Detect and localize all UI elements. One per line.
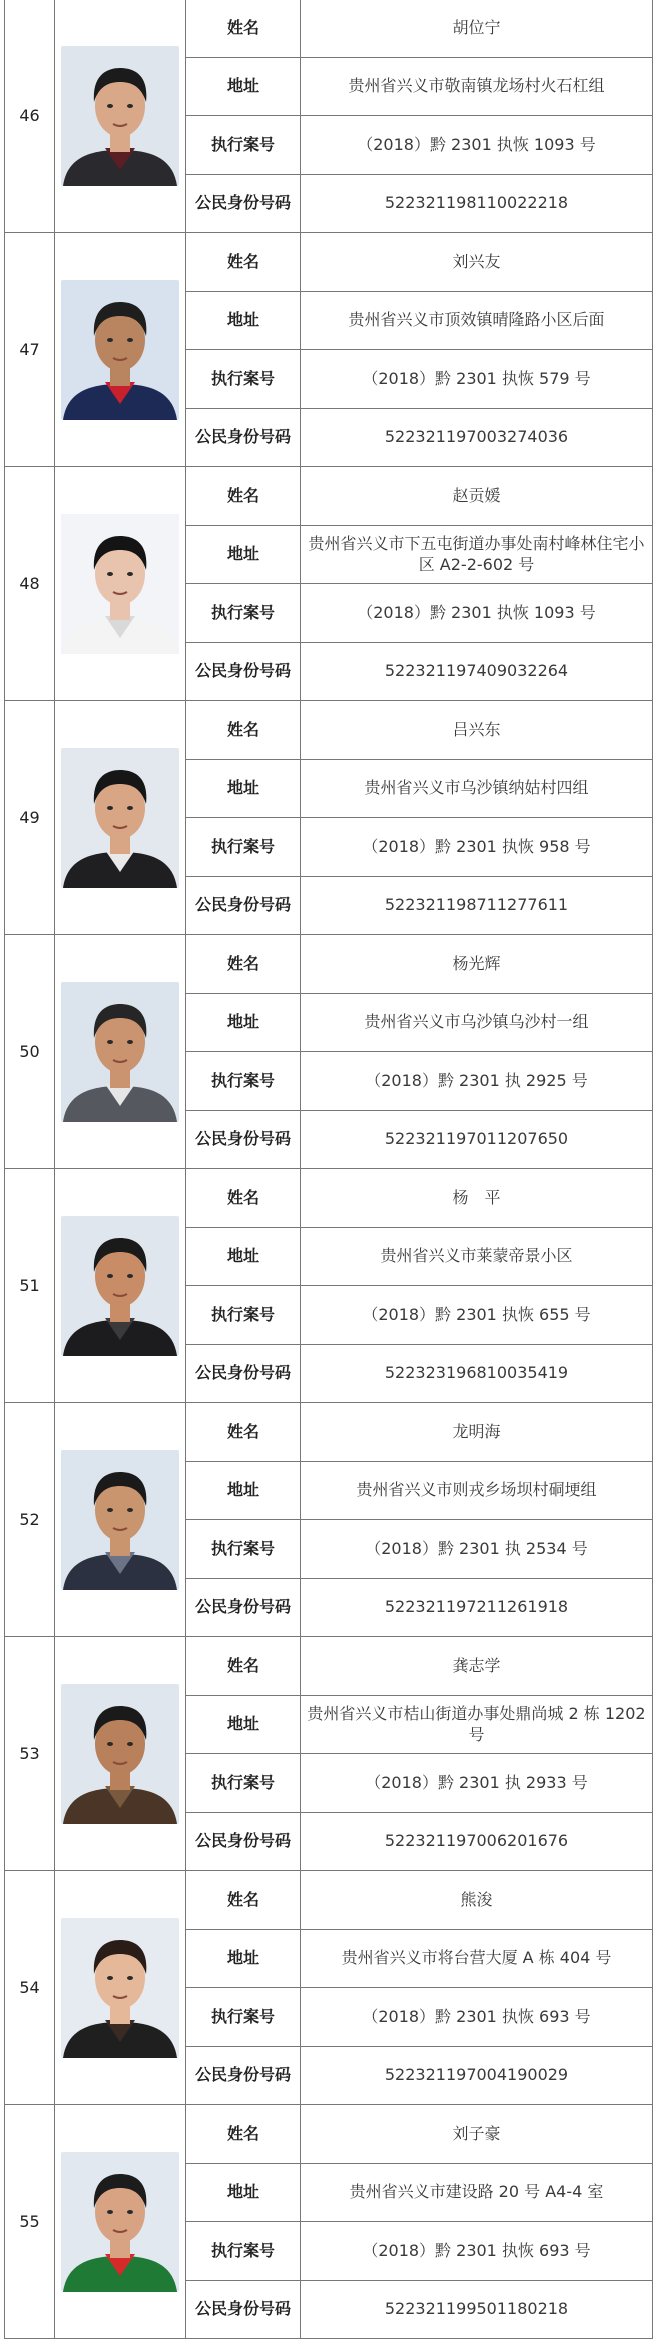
record-number: 54 (5, 1871, 55, 2105)
id-value: 522321197006201676 (301, 1812, 653, 1871)
portrait-frame (61, 1684, 179, 1824)
address-label: 地址 (186, 57, 301, 116)
record-54-row-name (5, 1871, 653, 1930)
name-label: 姓名 (186, 701, 301, 760)
portrait-graphic (61, 46, 179, 186)
portrait-frame (61, 982, 179, 1122)
portrait-photo (55, 2105, 186, 2339)
portrait-graphic (61, 982, 179, 1122)
portrait-photo (55, 1871, 186, 2105)
portrait-frame (61, 1216, 179, 1356)
portrait-graphic (61, 1216, 179, 1356)
portrait-photo (55, 1169, 186, 1403)
photo-right-eye (127, 1976, 133, 1980)
portrait-frame (61, 748, 179, 888)
case-value: （2018）黔 2301 执恢 1093 号 (301, 116, 653, 175)
record-number: 51 (5, 1169, 55, 1403)
case-label: 执行案号 (186, 818, 301, 877)
name-value: 熊浚 (301, 1871, 653, 1930)
case-label: 执行案号 (186, 116, 301, 175)
name-value: 龙明海 (301, 1403, 653, 1462)
record-number: 48 (5, 467, 55, 701)
portrait-frame (61, 280, 179, 420)
address-label: 地址 (186, 1695, 301, 1754)
record-47-row-name (5, 233, 653, 292)
name-label: 姓名 (186, 935, 301, 994)
record-53-row-name (5, 1637, 653, 1696)
name-label: 姓名 (186, 1169, 301, 1228)
name-value: 杨 平 (301, 1169, 653, 1228)
photo-right-eye (127, 338, 133, 342)
case-value: （2018）黔 2301 执 2534 号 (301, 1520, 653, 1579)
id-value: 522321197004190029 (301, 2046, 653, 2105)
portrait-graphic (61, 1918, 179, 2058)
name-value: 赵贡媛 (301, 467, 653, 526)
photo-right-eye (127, 572, 133, 576)
portrait-graphic (61, 1684, 179, 1824)
name-label: 姓名 (186, 0, 301, 57)
case-value: （2018）黔 2301 执恢 1093 号 (301, 584, 653, 643)
case-value: （2018）黔 2301 执 2933 号 (301, 1754, 653, 1813)
case-label: 执行案号 (186, 1286, 301, 1345)
portrait-frame (61, 1918, 179, 2058)
portrait-photo (55, 0, 186, 233)
record-number: 46 (5, 0, 55, 233)
name-label: 姓名 (186, 1871, 301, 1930)
photo-right-eye (127, 1274, 133, 1278)
photo-left-eye (107, 1508, 113, 1512)
name-value: 吕兴东 (301, 701, 653, 760)
case-label: 执行案号 (186, 350, 301, 409)
id-label: 公民身份号码 (186, 2046, 301, 2105)
address-label: 地址 (186, 525, 301, 584)
id-label: 公民身份号码 (186, 1110, 301, 1169)
record-number: 47 (5, 233, 55, 467)
name-value: 刘子豪 (301, 2105, 653, 2164)
id-value: 522321199501180218 (301, 2280, 653, 2339)
photo-left-eye (107, 104, 113, 108)
address-value: 贵州省兴义市桔山街道办事处鼎尚城 2 栋 1202 号 (301, 1695, 653, 1754)
address-value: 贵州省兴义市建设路 20 号 A4-4 室 (301, 2163, 653, 2222)
address-label: 地址 (186, 1929, 301, 1988)
case-label: 执行案号 (186, 2222, 301, 2281)
address-label: 地址 (186, 2163, 301, 2222)
photo-right-eye (127, 1508, 133, 1512)
case-label: 执行案号 (186, 584, 301, 643)
portrait-frame (61, 514, 179, 654)
record-number: 50 (5, 935, 55, 1169)
record-number: 52 (5, 1403, 55, 1637)
id-value: 522321198110022218 (301, 174, 653, 233)
name-label: 姓名 (186, 2105, 301, 2164)
portrait-photo (55, 701, 186, 935)
name-label: 姓名 (186, 1637, 301, 1696)
id-label: 公民身份号码 (186, 1344, 301, 1403)
record-48-row-name (5, 467, 653, 526)
id-label: 公民身份号码 (186, 2280, 301, 2339)
portrait-frame (61, 1450, 179, 1590)
portrait-photo (55, 1403, 186, 1637)
photo-left-eye (107, 806, 113, 810)
photo-left-eye (107, 1274, 113, 1278)
name-label: 姓名 (186, 467, 301, 526)
address-label: 地址 (186, 1461, 301, 1520)
portrait-photo (55, 233, 186, 467)
record-number: 55 (5, 2105, 55, 2339)
name-label: 姓名 (186, 1403, 301, 1462)
id-value: 522321197011207650 (301, 1110, 653, 1169)
address-label: 地址 (186, 1227, 301, 1286)
case-value: （2018）黔 2301 执恢 693 号 (301, 1988, 653, 2047)
id-label: 公民身份号码 (186, 174, 301, 233)
record-49-row-name (5, 701, 653, 760)
id-value: 522321197409032264 (301, 642, 653, 701)
case-label: 执行案号 (186, 1052, 301, 1111)
case-value: （2018）黔 2301 执恢 958 号 (301, 818, 653, 877)
portrait-graphic (61, 2152, 179, 2292)
record-52-row-name (5, 1403, 653, 1462)
photo-left-eye (107, 1976, 113, 1980)
portrait-graphic (61, 1450, 179, 1590)
photo-right-eye (127, 1040, 133, 1044)
address-value: 贵州省兴义市敬南镇龙场村火石杠组 (301, 57, 653, 116)
record-50-row-name (5, 935, 653, 994)
address-value: 贵州省兴义市将台营大厦 A 栋 404 号 (301, 1929, 653, 1988)
photo-left-eye (107, 338, 113, 342)
photo-left-eye (107, 572, 113, 576)
id-value: 522323196810035419 (301, 1344, 653, 1403)
address-label: 地址 (186, 993, 301, 1052)
portrait-graphic (61, 280, 179, 420)
portrait-graphic (61, 514, 179, 654)
portrait-photo (55, 1637, 186, 1871)
id-label: 公民身份号码 (186, 642, 301, 701)
address-label: 地址 (186, 291, 301, 350)
record-46-row-name (5, 0, 653, 57)
address-value: 贵州省兴义市乌沙镇纳姑村四组 (301, 759, 653, 818)
record-55-row-name (5, 2105, 653, 2164)
record-51-row-name (5, 1169, 653, 1228)
record-number: 49 (5, 701, 55, 935)
photo-left-eye (107, 1742, 113, 1746)
case-value: （2018）黔 2301 执恢 579 号 (301, 350, 653, 409)
case-value: （2018）黔 2301 执恢 655 号 (301, 1286, 653, 1345)
name-value: 龚志学 (301, 1637, 653, 1696)
id-label: 公民身份号码 (186, 1812, 301, 1871)
record-number: 53 (5, 1637, 55, 1871)
name-label: 姓名 (186, 233, 301, 292)
case-label: 执行案号 (186, 1988, 301, 2047)
photo-left-eye (107, 1040, 113, 1044)
portrait-photo (55, 467, 186, 701)
address-value: 贵州省兴义市下五屯街道办事处南村峰林住宅小区 A2-2-602 号 (301, 525, 653, 584)
id-label: 公民身份号码 (186, 1578, 301, 1637)
name-value: 杨光辉 (301, 935, 653, 994)
address-value: 贵州省兴义市乌沙镇乌沙村一组 (301, 993, 653, 1052)
dishonest-debtor-table (4, 0, 653, 2339)
name-value: 胡位宁 (301, 0, 653, 57)
id-label: 公民身份号码 (186, 876, 301, 935)
id-value: 522321197003274036 (301, 408, 653, 467)
id-value: 522321197211261918 (301, 1578, 653, 1637)
name-value: 刘兴友 (301, 233, 653, 292)
photo-right-eye (127, 104, 133, 108)
id-label: 公民身份号码 (186, 408, 301, 467)
portrait-frame (61, 2152, 179, 2292)
case-value: （2018）黔 2301 执 2925 号 (301, 1052, 653, 1111)
address-value: 贵州省兴义市则戎乡场坝村硐埂组 (301, 1461, 653, 1520)
records-body (5, 0, 653, 2339)
address-label: 地址 (186, 759, 301, 818)
case-label: 执行案号 (186, 1520, 301, 1579)
address-value: 贵州省兴义市莱蒙帝景小区 (301, 1227, 653, 1286)
photo-left-eye (107, 2210, 113, 2214)
case-label: 执行案号 (186, 1754, 301, 1813)
portrait-frame (61, 46, 179, 186)
photo-right-eye (127, 806, 133, 810)
case-value: （2018）黔 2301 执恢 693 号 (301, 2222, 653, 2281)
portrait-graphic (61, 748, 179, 888)
address-value: 贵州省兴义市顶效镇晴隆路小区后面 (301, 291, 653, 350)
portrait-photo (55, 935, 186, 1169)
photo-right-eye (127, 2210, 133, 2214)
id-value: 522321198711277611 (301, 876, 653, 935)
photo-right-eye (127, 1742, 133, 1746)
